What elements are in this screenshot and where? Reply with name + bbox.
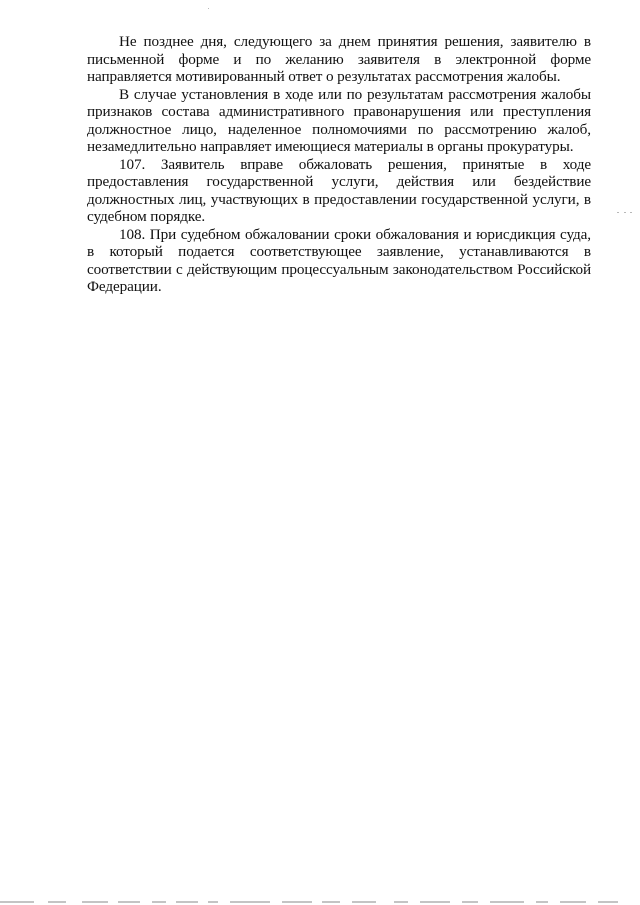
paragraph-prosecution-referral: В случае установления в ходе или по результатам рассмотрения жалобы признаков состава административного правонарушения или преступления должностное лицо, наделенное полномочиями по рассмотрению жалоб, незамедлительно направляет имеющиеся материалы в органы прокуратуры.: [87, 85, 591, 155]
scan-speck: [617, 212, 619, 213]
scan-speck: [624, 212, 626, 213]
paragraph-decision-response: Не позднее дня, следующего за днем принятия решения, заявителю в письменной форме и по желанию заявителя в электронной форме направляется мотивированный ответ о результатах рассмотрения жалобы.: [87, 33, 591, 85]
scan-bottom-edge: [0, 897, 640, 905]
scan-speck: [208, 8, 209, 9]
paragraph-108-judicial-appeal: 108. При судебном обжаловании сроки обжалования и юрисдикция суда, в который подается соответствующее заявление, устанавливаются в соответствии с действующим процессуальным законодательством Российской Федерации.: [87, 225, 591, 295]
paragraph-107-appeal-right: 107. Заявитель вправе обжаловать решения, принятые в ходе предоставления государственной услуги, действия или бездействие должностных лиц, участвующих в предоставлении государственной услуги, в судебном порядке.: [87, 155, 591, 225]
scan-speck: [630, 212, 632, 213]
document-body: [87, 33, 591, 296]
